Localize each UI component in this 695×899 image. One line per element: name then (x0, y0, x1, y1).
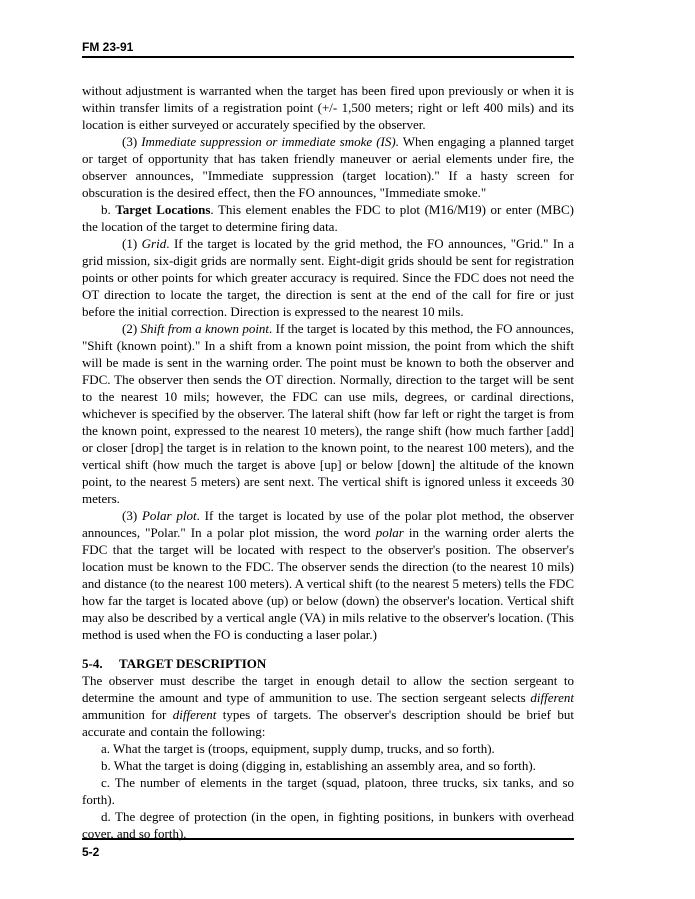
footer-rule (82, 838, 574, 840)
list-item: a. What the target is (troops, equipment, supply dump, trucks, and so forth). (101, 741, 495, 756)
list-item: d. The degree of protection (in the open, in fighting positions, in bunkers with overhead cover, and so forth). (82, 809, 574, 841)
paragraph-grid: (1) Grid. If the target is located by the grid method, the FO announces, "Grid." In a grid mission, six-digit grids are normally sent. Eight-digit grids should be sent for registration points or other points for which greater accuracy is required. Since the FDC does not need the OT direction to locate the target, the direction is sent at the end of the call for fire or just before the initial correction. Direction is expressed to the nearest 10 mils. (82, 236, 574, 319)
page-body (82, 82, 574, 842)
header-rule (82, 56, 574, 58)
paragraph-polar-plot: (3) Polar plot. If the target is located by use of the polar plot method, the observer announces, "Polar." In a polar plot mission, the word polar in the warning order alerts the FDC that the target will be located with respect to the observer's position. The observer's location must be known to the FDC. The observer sends the direction (to the nearest 10 mils) and distance (to the nearest 100 meters). A vertical shift (to the nearest 5 meters) tells the FDC how far the target is located above (up) or below (down) the observer's location. Vertical shift may also be described by a vertical angle (VA) in mils relative to the observer's location. (This method is used when the FO is conducting a laser polar.) (82, 508, 575, 642)
section-title: TARGET DESCRIPTION (119, 656, 267, 671)
section-heading (82, 655, 574, 672)
paragraph-title: Grid (141, 236, 167, 251)
paragraph-continuation: without adjustment is warranted when the target has been fired upon previously or when it is within transfer limits of a registration point (+/- 1,500 meters; right or left 400 mils) and its location is either surveyed or accurately specified by the observer. (82, 83, 574, 132)
section-number: 5-4. (82, 656, 103, 671)
page-number: 5-2 (82, 845, 100, 859)
list-item: c. The number of elements in the target (squad, platoon, three trucks, six tanks, and so forth). (82, 775, 574, 807)
paragraph-title: Immediate suppression or immediate smoke (IS). (141, 134, 399, 149)
paragraph-title: Shift from a known point (140, 321, 270, 336)
list-item: b. What the target is doing (digging in, establishing an assembly area, and so forth). (101, 758, 536, 773)
paragraph-immediate-suppression: (3) Immediate suppression or immediate smoke (IS). When engaging a planned target or target of opportunity that has taken friendly maneuver or aerial elements under fire, the observer announces, "Immediate suppression (target location)." If a hasty screen for obscuration is the desired effect, then the FO announces, "Immediate smoke." (82, 134, 574, 200)
section-intro: The observer must describe the target in enough detail to allow the section sergeant to determine the amount and type of ammunition to use. The section sergeant selects different ammunition for different types of targets. The observer's description should be brief but accurate and contain the following: (82, 673, 574, 739)
paragraph-target-locations: b. Target Locations. This element enables the FDC to plot (M16/M19) or enter (MBC) the location of the target to determine firing data. (82, 202, 574, 234)
paragraph-shift-known-point: (2) Shift from a known point. If the target is located by this method, the FO announces, "Shift (known point)." In a shift from a known point mission, the point from which the shift will be made is sent in the warning order. The point must be known to both the observer and FDC. The observer then sends the OT direction. Normally, direction to the target will be sent to the nearest 10 mils; however, the FDC can use mils, degrees, or cardinal directions, whichever is specified by the observer. The lateral shift (how far left or right the target is from the known point, expressed to the nearest 10 meters), the range shift (how much farther [add] or closer [drop] the target is in relation to the known point, to the nearest 100 meters), and the vertical shift (how much the target is above [up] or below [down] the altitude of the known point, to the nearest 5 meters) are sent next. The vertical shift is ignored unless it exceeds 30 meters. (82, 321, 574, 506)
paragraph-title: Target Locations (115, 202, 211, 217)
running-header: FM 23-91 (82, 40, 134, 54)
paragraph-title: Polar plot (141, 508, 197, 523)
